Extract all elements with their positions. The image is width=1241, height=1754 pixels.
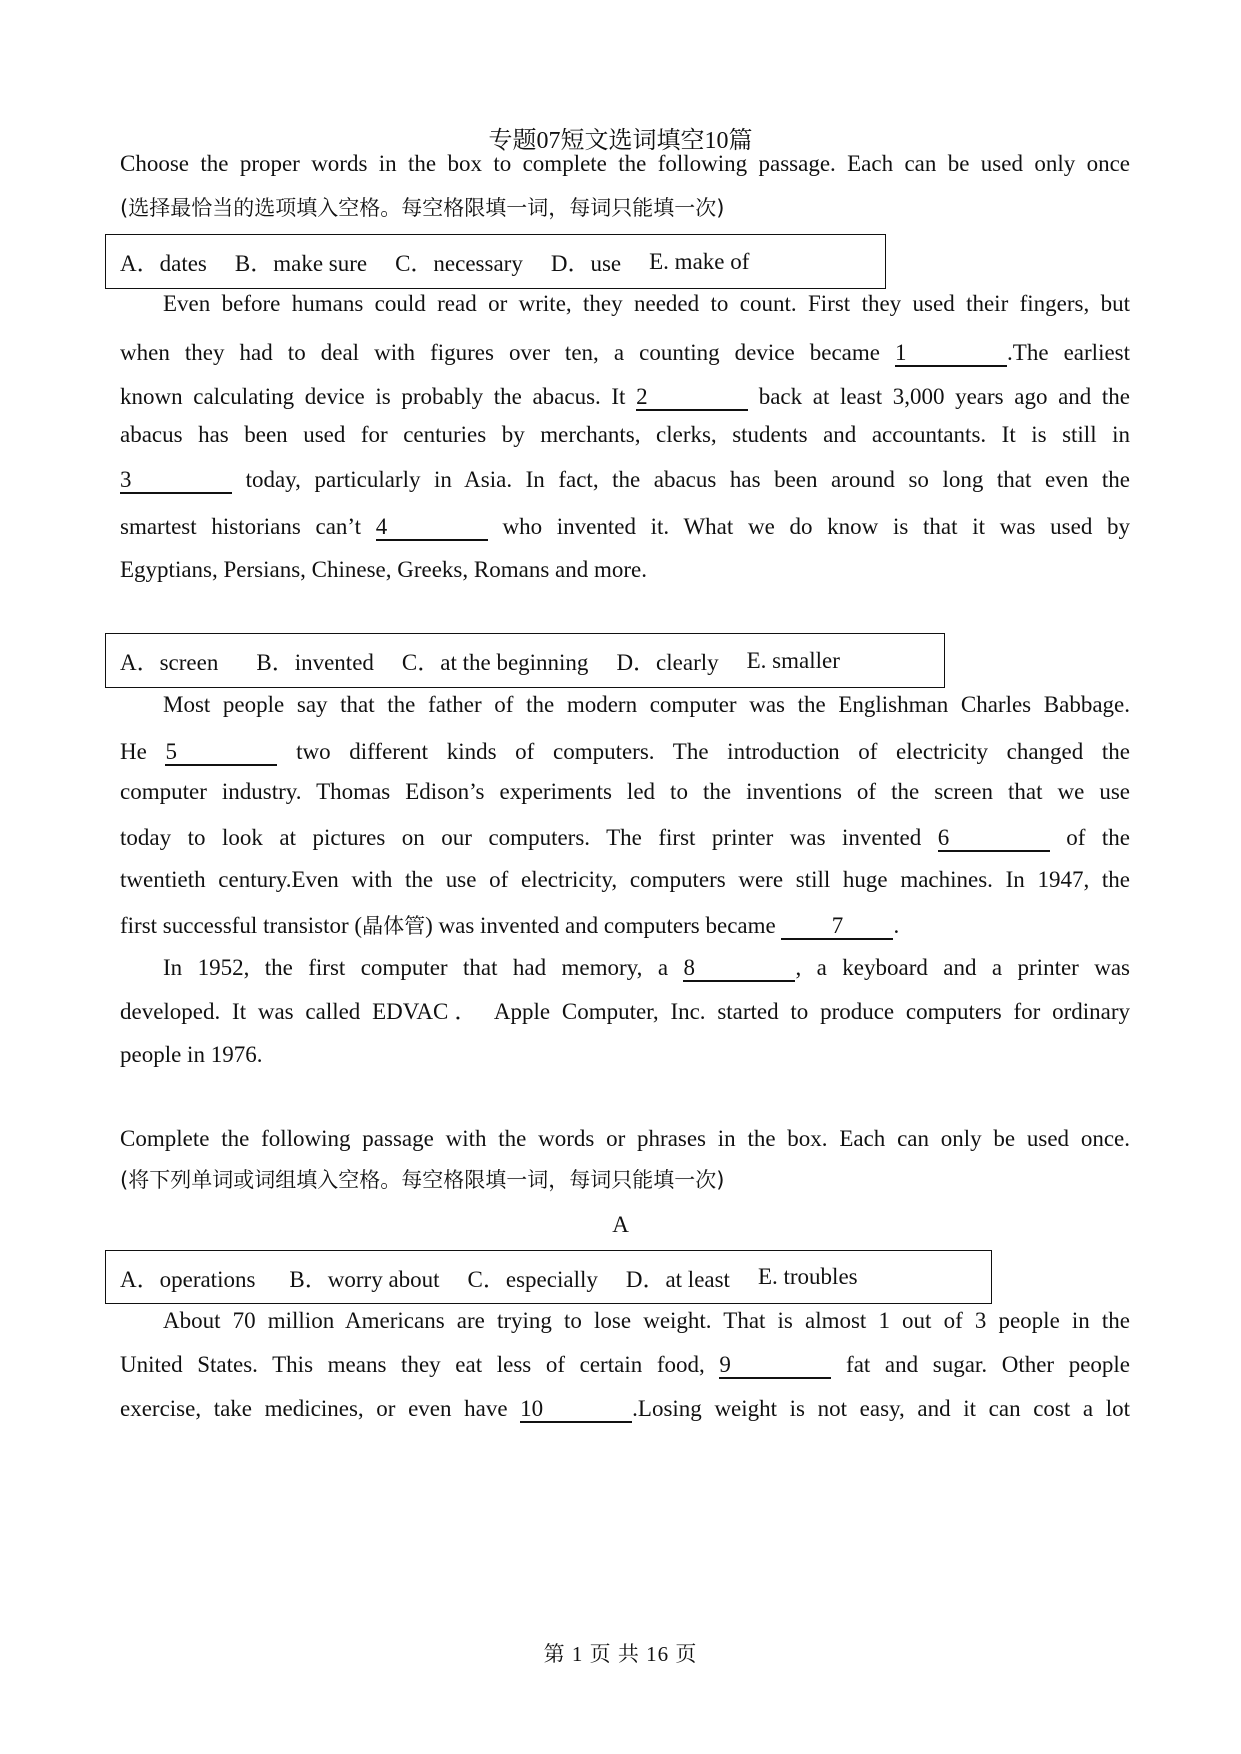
passage1-line-5: 3 today, particularly in Asia. In fact, the abacus has been around so long that even the [120, 467, 1131, 492]
section2-instruction-cn: (将下列单词或词组填入空格。每空格限填一词，每词只能填一次) [120, 1168, 725, 1192]
blank-7[interactable]: 7 [781, 914, 893, 940]
blank-4[interactable]: 4 [376, 515, 488, 541]
passage3-line-2: United States. This means they eat less of certain food, 9 fat and sugar. Other people [120, 1352, 1131, 1377]
blank-9[interactable]: 9 [719, 1353, 831, 1379]
passage2-line-5: twentieth century.Even with the use of electricity, computers were still huge machines. In 1947, the [120, 867, 1130, 892]
box1-option-d: D．use [550, 251, 622, 276]
box3-option-d: D．at least [625, 1266, 730, 1292]
box1-option-b: B．make sure [234, 251, 368, 276]
passage2-line-2: He 5 two different kinds of computers. The introduction of electricity changed the [120, 739, 1131, 764]
passage2-line-9: people in 1976. [120, 1042, 263, 1067]
box2-option-b: B．invented [256, 650, 374, 675]
word-box-2 [105, 633, 945, 688]
blank-8[interactable]: 8 [683, 956, 795, 982]
box3-option-a: A．operations [120, 1266, 256, 1292]
passage1-line-4: abacus has been used for centuries by merchants, clerks, students and accountants. It is still in [120, 422, 1130, 447]
passage3-line-3: exercise, take medicines, or even have 10 .Losing weight is not easy, and it can cost a lot [120, 1396, 1130, 1421]
word-box-3 [105, 1250, 992, 1304]
box3-option-b: B．worry about [289, 1266, 440, 1292]
section1-instruction-cn: (选择最恰当的选项填入空格。每空格限填一词，每词只能填一次) [120, 196, 725, 220]
box2-option-a: A．screen [120, 650, 219, 675]
passage1-line-2: when they had to deal with figures over ten, a counting device became 1 .The earliest [120, 340, 1131, 365]
transistor-cn: 晶体管 [362, 914, 426, 938]
blank-10[interactable]: 10 [520, 1397, 632, 1423]
passage2-line-6: first successful transistor (晶体管) was invented and computers became 7 . [120, 913, 900, 938]
passage1-line-3: known calculating device is probably the abacus. It 2 back at least 3,000 years ago and the [120, 384, 1131, 409]
passage2-line-8: developed. It was called EDVAC． Apple Computer, Inc. started to produce computers for ordinary [120, 999, 1130, 1024]
blank-6[interactable]: 6 [938, 826, 1050, 852]
page-title: 专题07短文选词填空10篇 [488, 128, 753, 154]
box1-option-c: C．necessary [395, 251, 523, 276]
blank-2[interactable]: 2 [636, 385, 748, 411]
passage2-line-7: In 1952, the first computer that had memory, a 8 , a keyboard and a printer was [163, 955, 1131, 980]
passage2-line-1: Most people say that the father of the modern computer was the Englishman Charles Babbage. [163, 692, 1130, 717]
passage1-line-1: Even before humans could read or write, they needed to count. First they used their fingers, but [163, 291, 1130, 316]
box2-option-c: C．at the beginning [401, 650, 589, 675]
box3-option-e: E. troubles [757, 1264, 858, 1289]
section1-instruction-en: Choose the proper words in the box to complete the following passage. Each can be used only once [120, 151, 1130, 176]
passage1-line-7: Egyptians, Persians, Chinese, Greeks, Romans and more. [120, 557, 647, 582]
page-footer: 第 1 页 共 16 页 [543, 1642, 698, 1666]
box1-option-a: A．dates [120, 251, 207, 276]
passage2-line-3: computer industry. Thomas Edison’s experiments led to the inventions of the screen that we use [120, 779, 1130, 804]
word-box-1 [105, 234, 886, 289]
section2-instruction-en: Complete the following passage with the words or phrases in the box. Each can only be used once. [120, 1126, 1130, 1151]
box1-option-e: E. make of [649, 248, 750, 274]
blank-1[interactable]: 1 [895, 341, 1007, 367]
passage2-line-4: today to look at pictures on our computers. The first printer was invented 6 of the [120, 825, 1131, 850]
box2-option-d: D．clearly [616, 650, 719, 675]
blank-3[interactable]: 3 [120, 468, 232, 494]
box3-option-c: C．especially [467, 1266, 598, 1292]
section2-label: A [612, 1212, 629, 1237]
passage3-line-1: About 70 million Americans are trying to lose weight. That is almost 1 out of 3 people in the [163, 1308, 1130, 1333]
box2-option-e: E. smaller [746, 647, 840, 673]
passage1-line-6: smartest historians can’t 4 who invented it. What we do know is that it was used by [120, 514, 1131, 539]
blank-5[interactable]: 5 [165, 740, 277, 766]
